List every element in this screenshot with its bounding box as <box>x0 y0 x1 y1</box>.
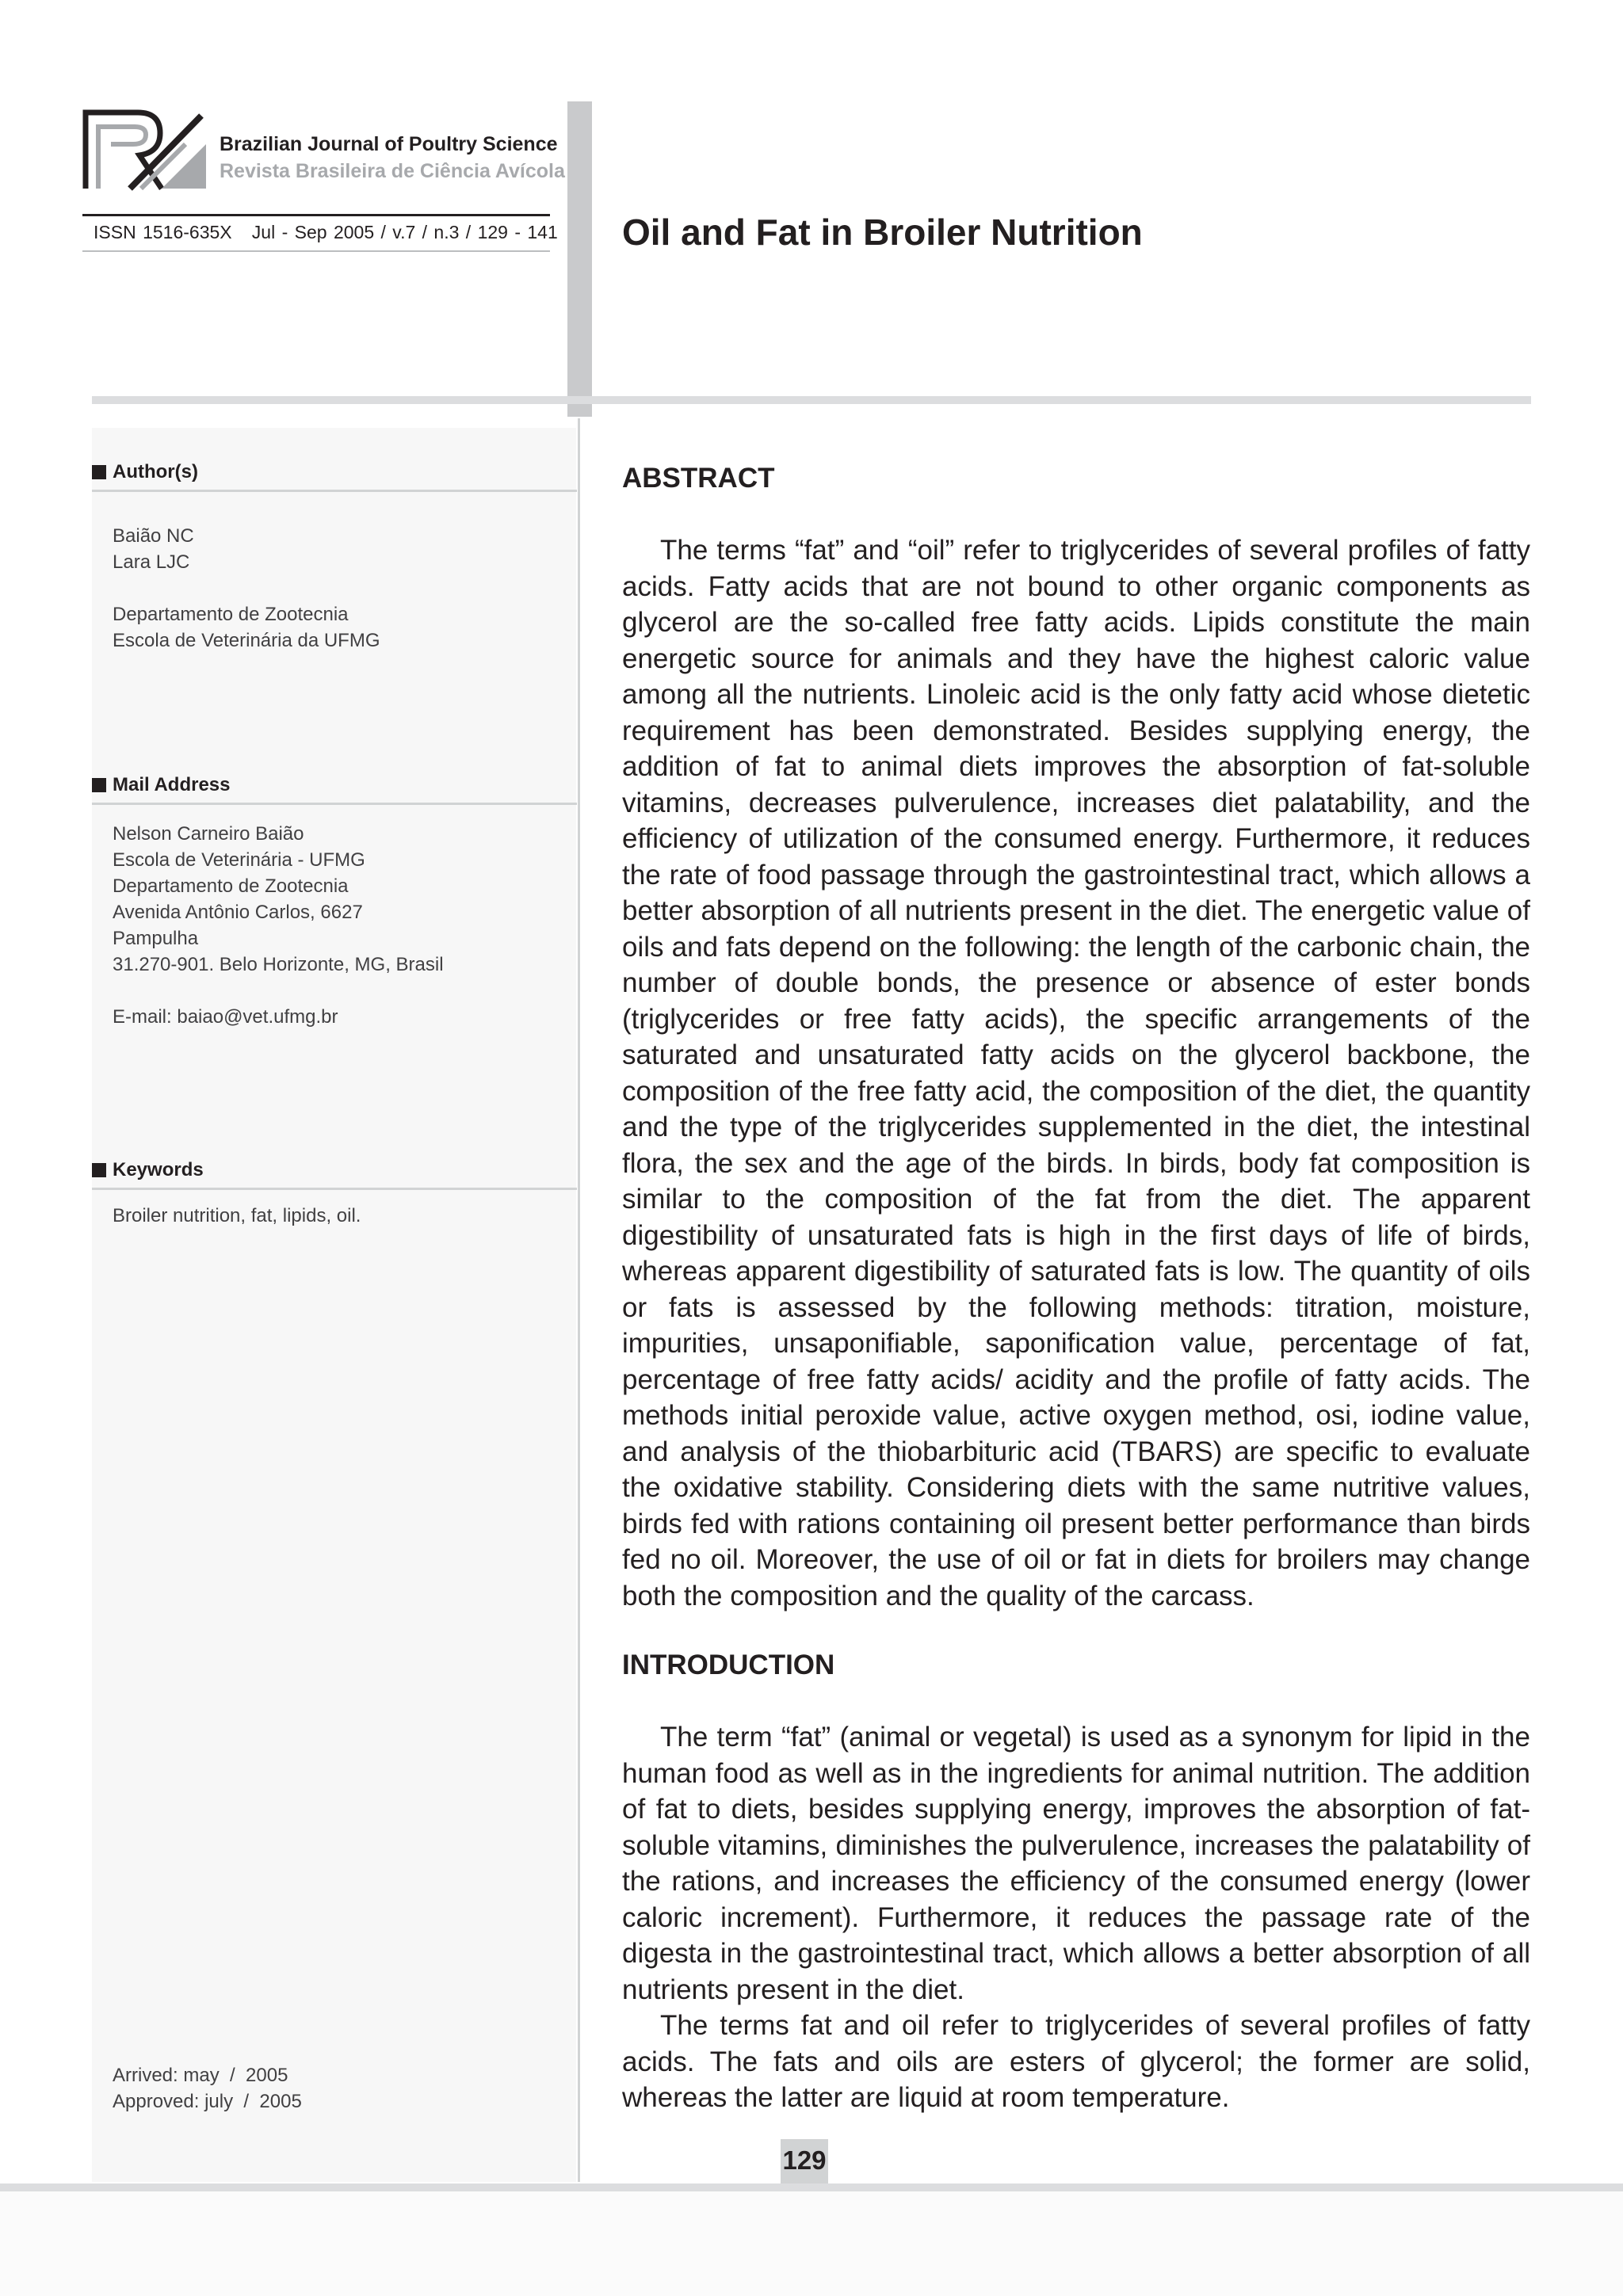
introduction-body <box>622 1719 1530 2116</box>
submission-dates: Arrived: may / 2005 Approved: july / 2005 <box>113 2065 302 2112</box>
issue-info: Jul - Sep 2005 / v.7 / n.3 / 129 - 141 <box>251 222 558 242</box>
header-rule-secondary <box>82 250 550 252</box>
mail-heading: Mail Address <box>92 774 231 796</box>
header-divider <box>92 396 1531 404</box>
introduction-paragraph: The term “fat” (animal or vegetal) is used as a synonym for lipid in the human food as well as in the ingredients for animal nutrition. The addition of fat to diets, besides supplying energy, improves the absorption of fat-soluble vitamins, diminishes the pulverulence, increases the palatability of the rations, and increases the efficiency of the consumed energy (lower caloric increment). Furthermore, it reduces the passage rate of the digesta in the gastrointestinal tract, which allows a better absorption of all nutrients present in the diet. <box>622 1722 1530 2005</box>
journal-logo-icon <box>82 109 209 192</box>
keywords-text: Broiler nutrition, fat, lipids, oil. <box>113 1205 361 1226</box>
bullet-square-icon <box>92 465 106 479</box>
sidebar <box>92 428 576 2182</box>
journal-name-en: Brazilian Journal of Poultry Science <box>220 133 558 155</box>
abstract-heading: ABSTRACT <box>622 463 775 494</box>
header-rule <box>82 214 550 216</box>
keywords-heading: Keywords <box>92 1159 204 1181</box>
page-number: 129 <box>782 2145 827 2175</box>
footer-divider <box>0 2183 1623 2191</box>
bullet-square-icon <box>92 778 106 792</box>
abstract-text: The terms “fat” and “oil” refer to triglycerides of several profiles of fatty acids. Fatty acids that are not bound to other organic components as glycerol are the so-called free fatty acids. Lipids constitute the main energetic source for animals and they have the highest caloric value among all the nutrients. Linoleic acid is the only fatty acid whose dietetic requirement has been demonstrated. Besides supplying energy, the addition of fat to animal diets improves the absorption of fat-soluble vitamins, decreases pulverulence, increases diet palatability, and the efficiency of utilization of the consumed energy. Furthermore, it reduces the rate of food passage through the gastrointestinal tract, which allows a better absorption of all nutrients present in the diet. The energetic value of oils and fats depend on the following: the length of the carbonic chain, the number of double bonds, the presence or absence of ester bonds (triglycerides or free fatty acids), the specific arrangements of the saturated and unsaturated fatty acids on the glycerol backbone, the composition of the free fatty acid, the composition of the diet, the quantity and the type of the triglycerides supplemented in the diet, the intestinal flora, the sex and the age of the birds. In birds, body fat composition is similar to the composition of the fat from the diet. The apparent digestibility of unsaturated fats is high in the first days of life of birds, whereas apparent digestibility of saturated fats is low. The quantity of oils or fats is assessed by the following methods: titration, moisture, impurities, unsaponifiable, saponification value, percentage of fat, percentage of free fatty acids/ acidity and the profile of fatty acids. The methods initial peroxide value, active oxygen method, osi, iodine value, and analysis of the thiobarbituric acid (TBARS) are specific to evaluate the oxidative stability. Considering diets with the same nutritive values, birds fed with rations containing oil present better performance than birds fed no oil. Moreover, the use of oil or fat in diets for broilers may change both the composition and the quality of the carcass. <box>622 535 1530 1611</box>
authors-text: Baião NC Lara LJC Departamento de Zootecnia Escola de Veterinária da UFMG <box>113 525 380 651</box>
journal-name-pt: Revista Brasileira de Ciência Avícola <box>220 160 565 182</box>
authors-heading: Author(s) <box>92 461 198 483</box>
column-divider <box>578 418 580 2182</box>
section-rule <box>92 1188 577 1190</box>
mail-address-text: Nelson Carneiro Baião Escola de Veterinária - UFMG Departamento de Zootecnia Avenida Antônio Carlos, 6627 Pampulha 31.270-901. Belo Horizonte, MG, Brasil E-mail: baiao@vet.ufmg.br <box>113 823 444 1028</box>
header-vertical-bar <box>567 101 592 417</box>
section-rule <box>92 490 577 492</box>
introduction-heading: INTRODUCTION <box>622 1650 835 1680</box>
footer-band <box>0 2191 1623 2296</box>
introduction-paragraph: The terms fat and oil refer to triglycerides of several profiles of fatty acids. The fats and oils are esters of glycerol; the former are solid, whereas the latter are liquid at room temperature. <box>622 2010 1530 2113</box>
section-rule <box>92 803 577 805</box>
issn: ISSN 1516-635X <box>94 222 232 242</box>
issn-line <box>94 222 558 243</box>
bullet-square-icon <box>92 1163 106 1177</box>
article-title: Oil and Fat in Broiler Nutrition <box>622 212 1143 253</box>
